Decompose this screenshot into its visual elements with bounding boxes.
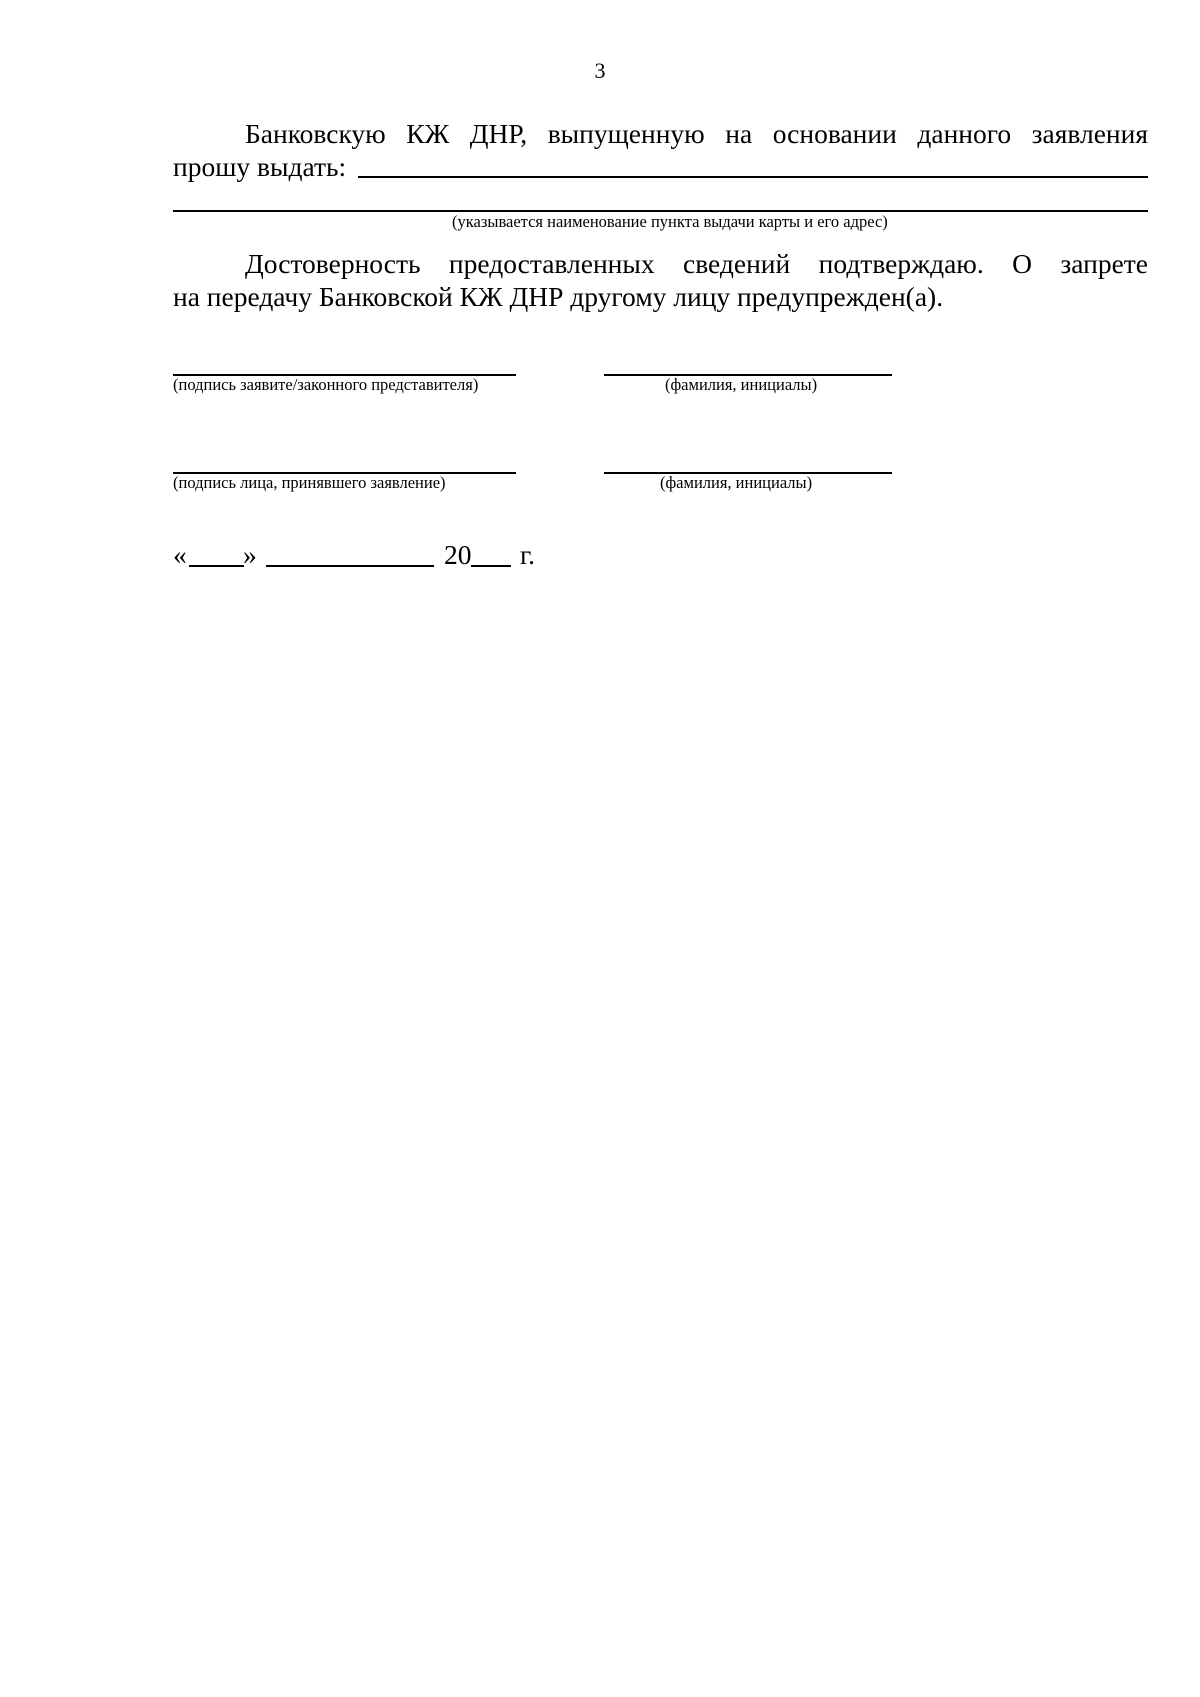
issue-request-line: Банковскую КЖ ДНР, выпущенную на основании данного заявления	[245, 118, 1148, 149]
applicant-name-caption: (фамилия, инициалы)	[665, 375, 818, 394]
date-year-blank[interactable]	[471, 565, 511, 567]
page-number: 3	[594, 58, 606, 83]
date-year-prefix: 20	[444, 539, 472, 570]
confirmation-paragraph	[173, 247, 1148, 313]
applicant-signature-caption: (подпись заявите/законного представителя)	[173, 375, 479, 394]
date-year-suffix: г.	[520, 539, 536, 570]
receiver-name-caption: (фамилия, инициалы)	[660, 473, 813, 492]
issue-location-caption: (указывается наименование пункта выдачи карты и его адрес)	[452, 212, 888, 231]
date-day-blank[interactable]	[189, 565, 244, 567]
date-close-quote: »	[243, 539, 257, 570]
issue-location-label: прошу выдать:	[173, 151, 347, 182]
issue-location-row	[173, 150, 1148, 183]
confirmation-line-2: на передачу Банковской КЖ ДНР другому лицу предупрежден(а).	[173, 281, 944, 312]
date-month-blank[interactable]	[266, 565, 434, 567]
issue-location-blank[interactable]	[358, 176, 1148, 178]
date-open-quote: «	[173, 539, 187, 570]
receiver-signature-caption: (подпись лица, принявшего заявление)	[173, 473, 446, 492]
issue-request-paragraph	[173, 117, 1148, 150]
confirmation-line-1: Достоверность предоставленных сведений подтверждаю. О запрете	[245, 248, 1148, 279]
